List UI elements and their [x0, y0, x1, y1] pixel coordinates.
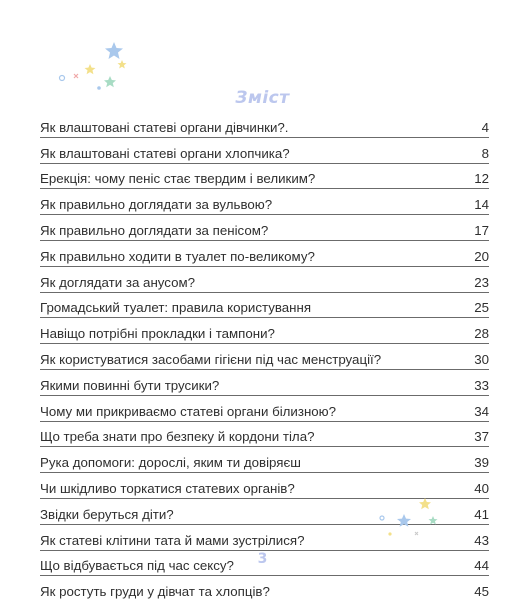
toc-entry [40, 293, 489, 319]
toc-entry-title: Рука допомоги: дорослі, яким ти довіряєш [40, 455, 301, 471]
toc-entry-title: Ерекція: чому пеніс стає твердим і великим? [40, 171, 316, 187]
toc-entry-page-number: 12 [470, 171, 489, 187]
toc-entry [40, 473, 489, 499]
toc-entry-page-number: 28 [470, 326, 489, 342]
toc-entry [40, 112, 489, 138]
toc-entry [40, 241, 489, 267]
toc-entry-page-number: 17 [470, 223, 489, 239]
toc-entry [40, 189, 489, 215]
toc-entry [40, 344, 489, 370]
toc-entry [40, 499, 489, 525]
toc-entry [40, 267, 489, 293]
toc-entry [40, 396, 489, 422]
toc-entry-page-number: 25 [470, 300, 489, 316]
table-of-contents [40, 112, 489, 600]
toc-entry-page-number: 8 [478, 146, 489, 162]
toc-entry [40, 318, 489, 344]
toc-entry-title: Як правильно доглядати за пенісом? [40, 222, 269, 238]
toc-entry [40, 447, 489, 473]
toc-entry-page-number: 30 [470, 352, 489, 368]
toc-entry-title: Навіщо потрібні прокладки і тампони? [40, 326, 275, 342]
toc-entry-title: Чи шкідливо торкатися статевих органів? [40, 480, 295, 496]
toc-entry-page-number: 45 [470, 584, 489, 600]
toc-entry-page-number: 41 [470, 507, 489, 523]
toc-entry-title: Громадський туалет: правила користування [40, 300, 312, 316]
toc-entry-title: Як правильно ходити в туалет по-великому? [40, 248, 315, 264]
toc-entry-title: Що треба знати про безпеку й кордони тіла? [40, 429, 315, 445]
toc-entry-title: Як доглядати за анусом? [40, 274, 196, 290]
toc-entry [40, 422, 489, 448]
toc-entry-page-number: 44 [470, 558, 489, 574]
toc-entry-title: Звідки беруться діти? [40, 506, 174, 522]
toc-entry-page-number: 40 [470, 481, 489, 497]
page-number: 3 [257, 551, 268, 567]
toc-entry-title: Якими повинні бути трусики? [40, 377, 220, 393]
toc-entry-page-number: 4 [478, 120, 489, 136]
toc-entry-title: Як статеві клітини тата й мами зустрілися? [40, 532, 305, 548]
toc-entry-page-number: 39 [470, 455, 489, 471]
toc-entry-title: Що відбувається під час сексу? [40, 558, 234, 574]
toc-entry [40, 370, 489, 396]
toc-entry-title: Як ростуть груди у дівчат та хлопців? [40, 584, 270, 600]
toc-entry [40, 576, 489, 600]
toc-entry-title: Як правильно доглядати за вульвою? [40, 197, 273, 213]
toc-entry [40, 525, 489, 551]
toc-title: Зміст [235, 88, 290, 108]
toc-entry-title: Як влаштовані статеві органи дівчинки?. [40, 119, 289, 135]
toc-entry [40, 138, 489, 164]
toc-entry-page-number: 23 [470, 275, 489, 291]
toc-entry-page-number: 43 [470, 533, 489, 549]
toc-entry [40, 215, 489, 241]
toc-entry [40, 164, 489, 190]
toc-entry-page-number: 14 [470, 197, 489, 213]
toc-entry-title: Як користуватися засобами гігієни під час менструації? [40, 351, 382, 367]
toc-entry-title: Чому ми прикриваємо статеві органи білизною? [40, 403, 337, 419]
toc-entry-page-number: 20 [470, 249, 489, 265]
toc-entry-page-number: 34 [470, 404, 489, 420]
toc-entry-page-number: 37 [470, 429, 489, 445]
toc-entry-title: Як влаштовані статеві органи хлопчика? [40, 145, 290, 161]
toc-entry-page-number: 33 [470, 378, 489, 394]
